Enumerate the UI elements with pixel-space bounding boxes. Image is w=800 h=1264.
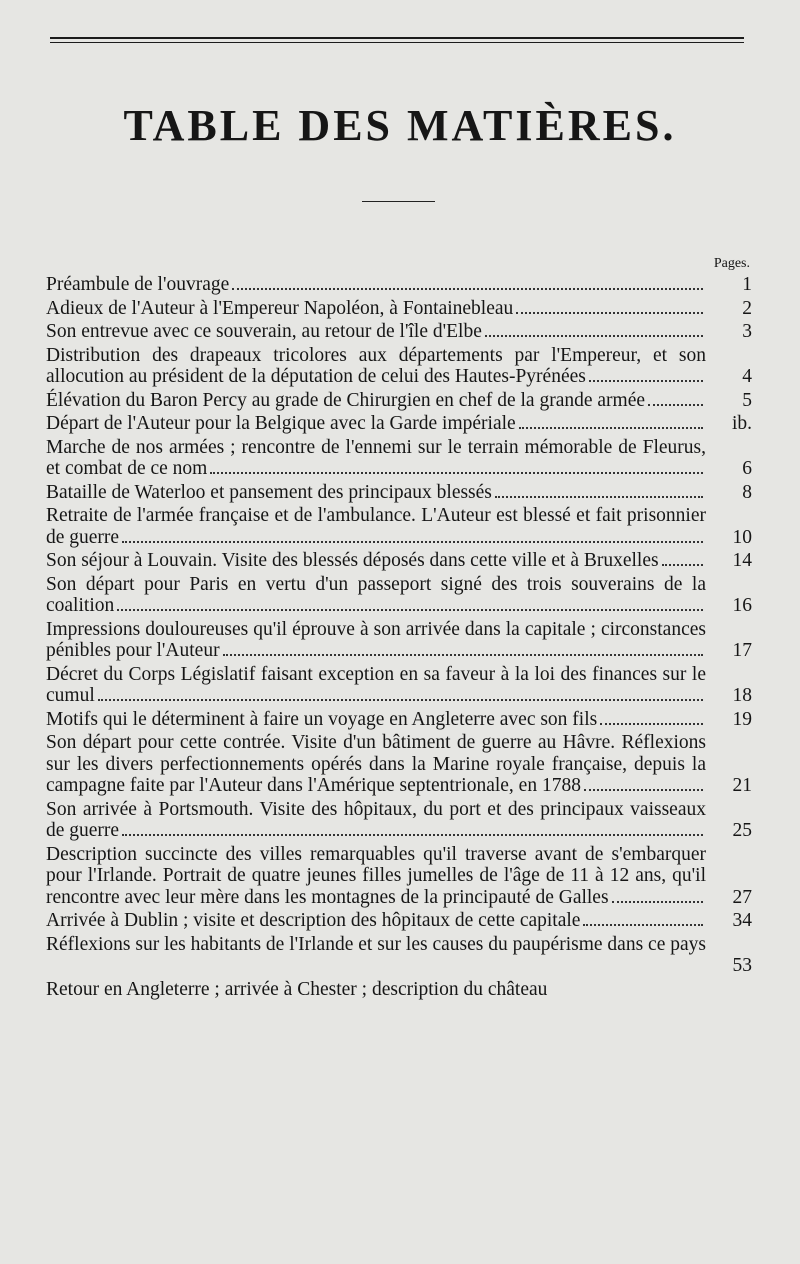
dot-leader	[495, 495, 703, 498]
dot-leader	[648, 403, 703, 406]
toc-page-number: 14	[732, 550, 752, 571]
toc-entry	[46, 345, 752, 388]
dot-leader	[584, 788, 703, 791]
toc-entry	[46, 505, 752, 548]
toc-entry-text: Retraite de l'armée française et de l'ambulance. L'Auteur est blessé et fait prisonnier de guerre	[46, 505, 706, 548]
toc-page-number: 8	[742, 481, 752, 503]
toc-entry-text: Son séjour à Louvain. Visite des blessés déposés dans cette ville et à Bruxelles	[46, 550, 659, 571]
toc-page-number: 16	[732, 595, 752, 616]
top-rule-thin	[50, 42, 744, 43]
toc-entry	[46, 732, 752, 797]
dot-leader	[612, 900, 703, 903]
toc-entry	[46, 844, 752, 909]
toc-page-number: 6	[742, 458, 752, 479]
dot-leader	[600, 722, 703, 725]
toc-entry-text: Distribution des drapeaux tricolores aux départements par l'Empereur, et son allocution au président de la députation de celui des Hautes-Pyrénées	[46, 344, 706, 387]
toc-entry	[46, 910, 752, 932]
dot-leader	[223, 653, 703, 656]
toc-page-number: 5	[742, 389, 752, 411]
toc-page-number: 53	[732, 955, 752, 976]
dot-leader	[210, 471, 703, 474]
toc-entry	[46, 979, 752, 1001]
toc-entry	[46, 934, 752, 977]
toc-entry-text: Retour en Angleterre ; arrivée à Chester ; description du château	[46, 978, 548, 1000]
toc-page-number: 1	[742, 274, 752, 295]
dot-leader	[122, 540, 703, 543]
dot-leader	[519, 426, 703, 429]
toc-entry	[46, 321, 752, 343]
dot-leader	[583, 923, 703, 926]
toc-entry-text: Départ de l'Auteur pour la Belgique avec la Garde impériale	[46, 413, 516, 434]
toc-entry-text: Arrivée à Dublin ; visite et description des hôpitaux de cette capitale	[46, 910, 581, 931]
toc-entry-text: Son entrevue avec ce souverain, au retour de l'île d'Elbe	[46, 321, 482, 342]
toc-entry	[46, 799, 752, 842]
table-of-contents	[46, 274, 752, 1002]
toc-entry	[46, 482, 752, 504]
toc-page-number: 3	[742, 321, 752, 342]
toc-entry-text: Décret du Corps Législatif faisant exception en sa faveur à la loi des finances sur le cumul	[46, 663, 706, 706]
toc-page-number: 18	[732, 685, 752, 706]
separator-rule	[362, 201, 435, 202]
dot-leader	[122, 833, 703, 836]
toc-page-number: 21	[732, 775, 752, 796]
toc-entry	[46, 619, 752, 662]
toc-page-number: 10	[732, 526, 752, 548]
dot-leader	[589, 379, 703, 382]
toc-entry	[46, 437, 752, 480]
dot-leader	[117, 608, 703, 611]
toc-entry-text: Bataille de Waterloo et pansement des principaux blessés	[46, 481, 492, 503]
toc-entry-text: Description succincte des villes remarquables qu'il traverse avant de s'embarquer pour l'Irlande. Portrait de quatre jeunes filles jumelles de l'âge de 11 à 12 ans, qu'il rencontre avec leur mère dans les montagnes de la principauté de Galles	[46, 843, 706, 908]
toc-entry	[46, 274, 752, 296]
toc-entry	[46, 390, 752, 412]
dot-leader	[516, 311, 703, 314]
toc-entry-text: Son arrivée à Portsmouth. Visite des hôpitaux, du port et des principaux vaisseaux de guerre	[46, 798, 706, 841]
toc-entry-text: Préambule de l'ouvrage	[46, 274, 230, 295]
toc-entry	[46, 298, 752, 320]
toc-page-number: 4	[742, 366, 752, 387]
toc-entry-text: Adieux de l'Auteur à l'Empereur Napoléon, à Fontainebleau	[46, 297, 514, 319]
toc-entry-text: Marche de nos armées ; rencontre de l'ennemi sur le terrain mémorable de Fleurus, et combat de ce nom	[46, 436, 706, 479]
dot-leader	[232, 287, 703, 290]
dot-leader	[98, 698, 703, 701]
toc-entry-text: Son départ pour Paris en vertu d'un passeport signé des trois souverains de la coalition	[46, 573, 706, 616]
toc-page-number: 25	[732, 820, 752, 841]
toc-page-number: 19	[732, 708, 752, 730]
page-title: TABLE DES MATIÈRES.	[123, 101, 677, 150]
toc-entry	[46, 709, 752, 731]
toc-entry	[46, 550, 752, 572]
toc-entry-text: Motifs qui le déterminent à faire un voyage en Angleterre avec son fils	[46, 708, 598, 730]
toc-page-number: 34	[732, 910, 752, 931]
toc-entry	[46, 413, 752, 435]
dot-leader	[662, 563, 703, 566]
toc-entry-text: Impressions douloureuses qu'il éprouve à son arrivée dans la capitale ; circonstances pénibles pour l'Auteur	[46, 618, 706, 661]
top-rule	[50, 37, 744, 39]
toc-page-number: 17	[732, 640, 752, 661]
toc-page-number: ib.	[731, 413, 752, 434]
toc-entry-text: Élévation du Baron Percy au grade de Chirurgien en chef de la grande armée	[46, 389, 646, 411]
toc-entry-text: Son départ pour cette contrée. Visite d'un bâtiment de guerre au Hâvre. Réflexions sur les divers perfectionnements opérés dans la Marine royale française, depuis la campagne faite par l'Auteur dans l'Amérique septentrionale, en 1788	[46, 732, 706, 796]
dot-leader	[485, 334, 703, 337]
pages-column-label: Pages.	[713, 256, 750, 271]
toc-entry-text: Réflexions sur les habitants de l'Irlande et sur les causes du paupérisme dans ce pays	[46, 933, 706, 955]
toc-entry	[46, 574, 752, 617]
toc-page-number: 27	[732, 886, 752, 908]
toc-entry	[46, 664, 752, 707]
toc-page-number: 2	[742, 297, 752, 319]
